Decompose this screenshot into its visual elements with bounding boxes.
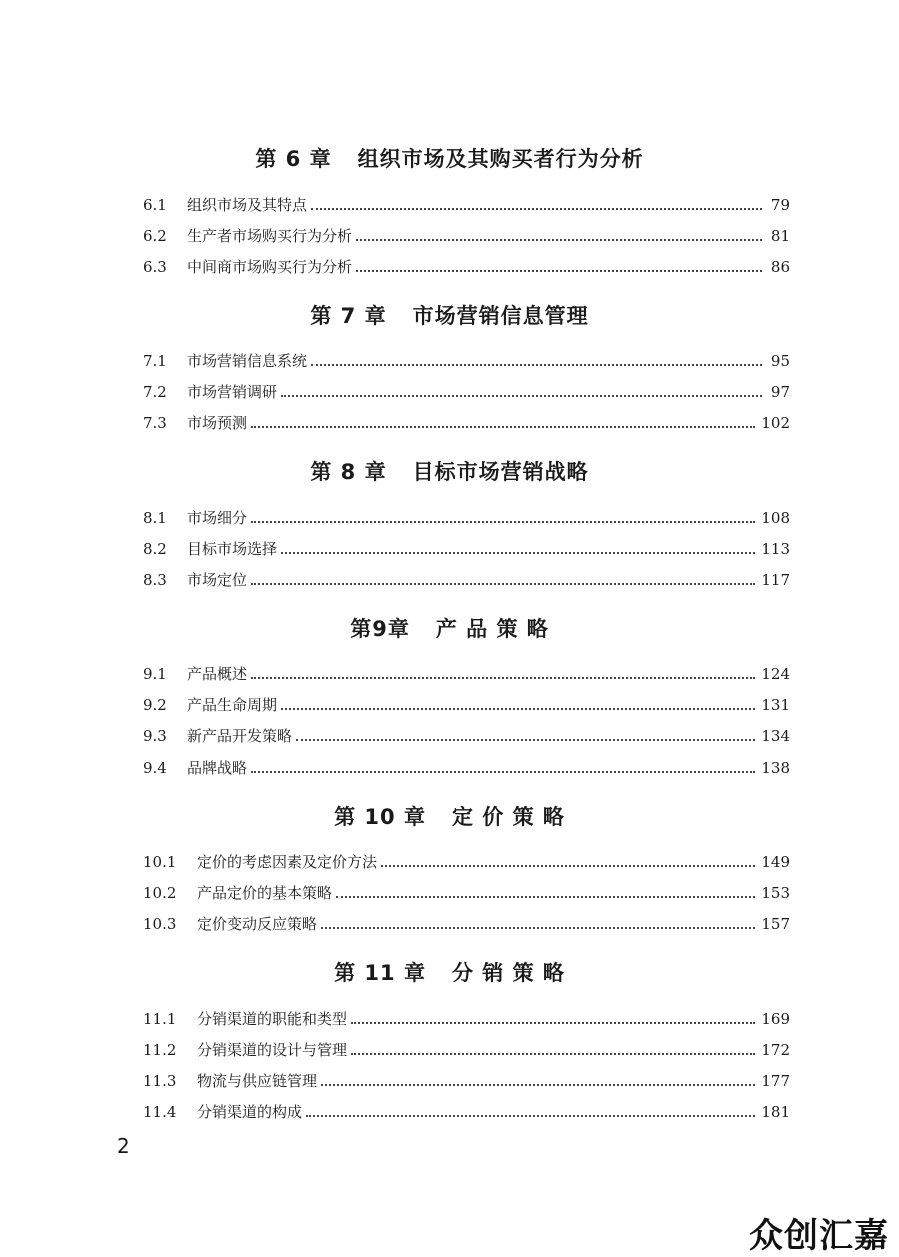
section-number: 9.3 (143, 727, 167, 745)
section-number: 6.2 (143, 227, 167, 245)
chapter-title: 目标市场营销战略 (412, 460, 589, 484)
toc-entry[interactable] (143, 882, 790, 904)
section-number: 7.1 (143, 352, 167, 370)
section-number: 8.3 (143, 571, 167, 589)
section-page: 86 (770, 258, 790, 276)
section-title: 组织市场及其特点 (187, 196, 308, 214)
section-page: 95 (770, 352, 790, 370)
toc-entry[interactable] (143, 256, 790, 278)
chapter-title: 产 品 策 略 (435, 617, 549, 641)
toc-entry[interactable] (143, 538, 790, 560)
section-page: 81 (770, 227, 790, 245)
section-number: 6.3 (143, 258, 167, 276)
page-number: 2 (117, 1134, 130, 1158)
section-page: 97 (770, 383, 790, 401)
leader-dots (281, 394, 762, 397)
section-title: 产品生命周期 (187, 696, 278, 714)
chapter-heading (0, 458, 899, 486)
leader-dots (281, 551, 755, 554)
chapter-title: 组织市场及其购买者行为分析 (357, 147, 644, 171)
section-page: 134 (761, 727, 790, 745)
leader-dots (336, 895, 755, 898)
section-title: 分销渠道的职能和类型 (197, 1010, 348, 1028)
section-title: 市场营销调研 (187, 383, 278, 401)
leader-dots (251, 582, 755, 585)
section-number: 8.2 (143, 540, 167, 558)
chapter-heading (0, 959, 899, 987)
chapter-number: 第9章 (350, 617, 410, 641)
section-title: 产品概述 (187, 665, 248, 683)
chapter-title: 市场营销信息管理 (412, 304, 589, 328)
toc-entry[interactable] (143, 725, 790, 747)
section-page: 172 (761, 1041, 790, 1059)
section-title: 市场预测 (187, 414, 248, 432)
section-number: 10.1 (143, 853, 177, 871)
section-number: 8.1 (143, 509, 167, 527)
section-page: 124 (761, 665, 790, 683)
leader-dots (306, 1114, 755, 1117)
toc-entry[interactable] (143, 913, 790, 935)
chapter-heading (0, 615, 899, 643)
section-number: 9.4 (143, 759, 167, 777)
section-number: 10.2 (143, 884, 177, 902)
section-page: 131 (761, 696, 790, 714)
leader-dots (311, 207, 762, 210)
toc-entry[interactable] (143, 1008, 790, 1030)
toc-entry[interactable] (143, 194, 790, 216)
toc-entry[interactable] (143, 225, 790, 247)
section-page: 149 (761, 853, 790, 871)
section-number: 9.1 (143, 665, 167, 683)
chapter-number: 第 6 章 (255, 147, 332, 171)
section-page: 157 (761, 915, 790, 933)
section-page: 169 (761, 1010, 790, 1028)
leader-dots (356, 238, 762, 241)
toc-entry[interactable] (143, 569, 790, 591)
toc-entry[interactable] (143, 1039, 790, 1061)
section-page: 153 (761, 884, 790, 902)
section-number: 7.3 (143, 414, 167, 432)
toc-entry[interactable] (143, 412, 790, 434)
chapter-heading (0, 145, 899, 173)
section-number: 7.2 (143, 383, 167, 401)
section-page: 113 (761, 540, 790, 558)
section-title: 物流与供应链管理 (197, 1072, 318, 1090)
leader-dots (251, 770, 755, 773)
section-page: 181 (761, 1103, 790, 1121)
section-title: 市场营销信息系统 (187, 352, 308, 370)
section-number: 11.2 (143, 1041, 177, 1059)
chapter-number: 第 8 章 (310, 460, 387, 484)
toc-entry[interactable] (143, 694, 790, 716)
leader-dots (381, 864, 755, 867)
section-title: 定价变动反应策略 (197, 915, 318, 933)
chapter-title: 分 销 策 略 (451, 961, 565, 985)
toc-entry[interactable] (143, 851, 790, 873)
toc-entry[interactable] (143, 1101, 790, 1123)
section-page: 108 (761, 509, 790, 527)
section-title: 中间商市场购买行为分析 (187, 258, 353, 276)
leader-dots (351, 1021, 755, 1024)
chapter-number: 第 10 章 (334, 805, 426, 829)
watermark-logo: 众创汇嘉 (749, 1216, 889, 1256)
section-number: 11.4 (143, 1103, 177, 1121)
leader-dots (251, 520, 755, 523)
section-title: 市场定位 (187, 571, 248, 589)
chapter-heading (0, 803, 899, 831)
chapter-number: 第 11 章 (334, 961, 426, 985)
section-title: 定价的考虑因素及定价方法 (197, 853, 378, 871)
section-number: 9.2 (143, 696, 167, 714)
leader-dots (356, 269, 762, 272)
section-title: 市场细分 (187, 509, 248, 527)
leader-dots (321, 1083, 755, 1086)
toc-entry[interactable] (143, 507, 790, 529)
section-number: 11.1 (143, 1010, 177, 1028)
section-title: 目标市场选择 (187, 540, 278, 558)
section-number: 6.1 (143, 196, 167, 214)
section-title: 产品定价的基本策略 (197, 884, 333, 902)
section-page: 102 (761, 414, 790, 432)
section-number: 10.3 (143, 915, 177, 933)
leader-dots (351, 1052, 755, 1055)
section-page: 79 (770, 196, 790, 214)
toc-entry[interactable] (143, 663, 790, 685)
leader-dots (321, 926, 755, 929)
section-title: 分销渠道的设计与管理 (197, 1041, 348, 1059)
section-number: 11.3 (143, 1072, 177, 1090)
section-title: 分销渠道的构成 (197, 1103, 303, 1121)
section-page: 138 (761, 759, 790, 777)
toc-entry[interactable] (143, 381, 790, 403)
section-title: 新产品开发策略 (187, 727, 293, 745)
toc-entry[interactable] (143, 757, 790, 779)
toc-entry[interactable] (143, 1070, 790, 1092)
toc-entry[interactable] (143, 350, 790, 372)
leader-dots (311, 363, 762, 366)
chapter-heading (0, 302, 899, 330)
leader-dots (296, 738, 755, 741)
leader-dots (281, 707, 755, 710)
section-title: 生产者市场购买行为分析 (187, 227, 353, 245)
chapter-title: 定 价 策 略 (451, 805, 565, 829)
leader-dots (251, 425, 755, 428)
section-title: 品牌战略 (187, 759, 248, 777)
chapter-number: 第 7 章 (310, 304, 387, 328)
section-page: 177 (761, 1072, 790, 1090)
leader-dots (251, 676, 755, 679)
section-page: 117 (761, 571, 790, 589)
